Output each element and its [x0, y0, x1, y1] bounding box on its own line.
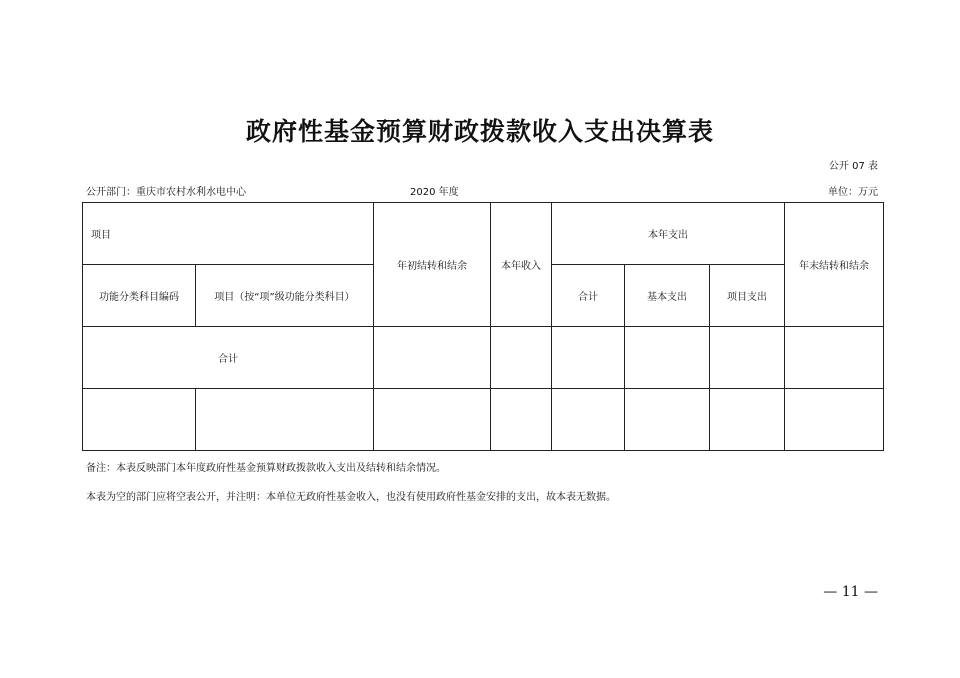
header-closing-balance: 年末结转和结余: [785, 203, 884, 327]
table-cell: [491, 389, 552, 451]
subheader-basic: 基本支出: [625, 265, 710, 327]
budget-table: [82, 202, 884, 451]
total-row-label: 合计: [83, 327, 374, 389]
table-cell: [374, 389, 491, 451]
table-cell: [785, 389, 884, 451]
table-cell: [625, 389, 710, 451]
table-cell: [374, 327, 491, 389]
table-cell: [196, 389, 374, 451]
table-cell: [491, 327, 552, 389]
subheader-project-expense: 项目支出: [710, 265, 785, 327]
note-empty-table: 本表为空的部门应将空表公开，并注明：本单位无政府性基金收入，也没有使用政府性基金安排的支出，故本表无数据。: [86, 492, 616, 503]
table-cell: [83, 389, 196, 451]
total-row: [83, 327, 884, 389]
department-label: 公开部门：重庆市农村水利水电中心: [86, 187, 246, 198]
table-cell: [710, 327, 785, 389]
header-row-1: [83, 203, 884, 265]
fiscal-year: 2020 年度: [410, 187, 459, 198]
page-number: — 11 —: [823, 584, 878, 600]
unit-label: 单位：万元: [828, 187, 878, 198]
table-number: 公开 07 表: [828, 161, 878, 172]
header-opening-balance: 年初结转和结余: [374, 203, 491, 327]
note-remark: 备注：本表反映部门本年度政府性基金预算财政拨款收入支出及结转和结余情况。: [86, 463, 446, 474]
subheader-code: 功能分类科目编码: [83, 265, 196, 327]
document-title: 政府性基金预算财政拨款收入支出决算表: [245, 117, 714, 146]
table-cell: [710, 389, 785, 451]
header-income: 本年收入: [491, 203, 552, 327]
subheader-name: 项目（按“项”级功能分类科目）: [196, 265, 374, 327]
table-row: [83, 389, 884, 451]
table-cell: [785, 327, 884, 389]
table-cell: [552, 389, 625, 451]
header-project: 项目: [83, 203, 374, 265]
table-cell: [625, 327, 710, 389]
header-expense: 本年支出: [552, 203, 785, 265]
table-cell: [552, 327, 625, 389]
subheader-total: 合计: [552, 265, 625, 327]
